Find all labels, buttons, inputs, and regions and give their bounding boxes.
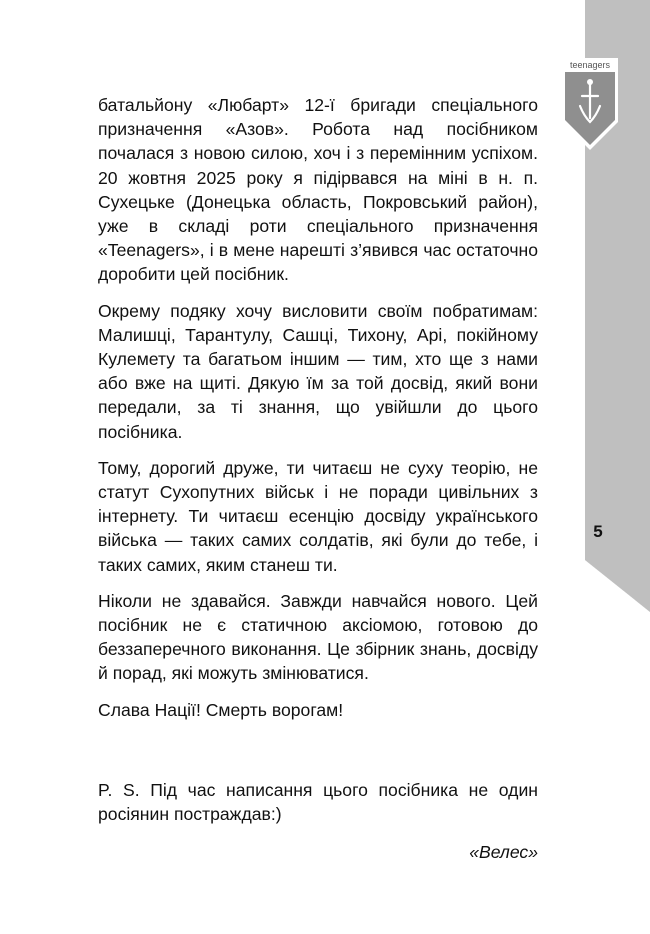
paragraph-4: Ніколи не здавайся. Завжди навчайся нового. Цей посібник не є статичною аксіомою, готовою до беззаперечного виконання. Це збірник знань, досвіду й порад, які можуть змінюватися. xyxy=(98,590,538,684)
page-number: 5 xyxy=(593,522,603,541)
postscript: P. S. Під час написання цього посібника не один росіянин постраждав:) xyxy=(98,779,538,825)
signature: «Велес» xyxy=(469,842,538,863)
paragraph-2: Окрему подяку хочу висловити своїм побратимам: Малишці, Тарантулу, Сашці, Тихону, Арі, покійному Кулемету та багатьом іншим — тим, хто ще з нами або вже на щиті. Дякую їм за той досвід, який вони передали, за ті знання, що увійшли до цього посібника. xyxy=(98,300,538,442)
side-tab-diagonal xyxy=(585,560,650,612)
paragraph-5: Слава Нації! Смерть ворогам! xyxy=(98,699,344,720)
teenagers-emblem xyxy=(560,56,620,152)
paragraph-3: Тому, дорогий друже, ти читаєш не суху теорію, не статут Сухопутних військ і не поради цивільних з інтернету. Ти читаєш есенцію досвіду українського війська — таких самих солдатів, які були до тебе, і таких самих, яким станеш ти. xyxy=(98,457,538,575)
page-body xyxy=(98,93,538,864)
paragraph-1: батальйону «Любарт» 12-ї бригади спеціального призначення «Азов». Робота над посібником почалася з новою силою, хоч і з перемінним успіхом. 20 жовтня 2025 року я підірвався на міні в н. п. Сухецьке (Донецька область, Покровський район), уже в складі роти спеціального призначення «Teenagers», і в мене нарешті з’явився час остаточно доробити цей посібник. xyxy=(98,95,538,285)
badge-text: teenagers xyxy=(569,60,611,70)
